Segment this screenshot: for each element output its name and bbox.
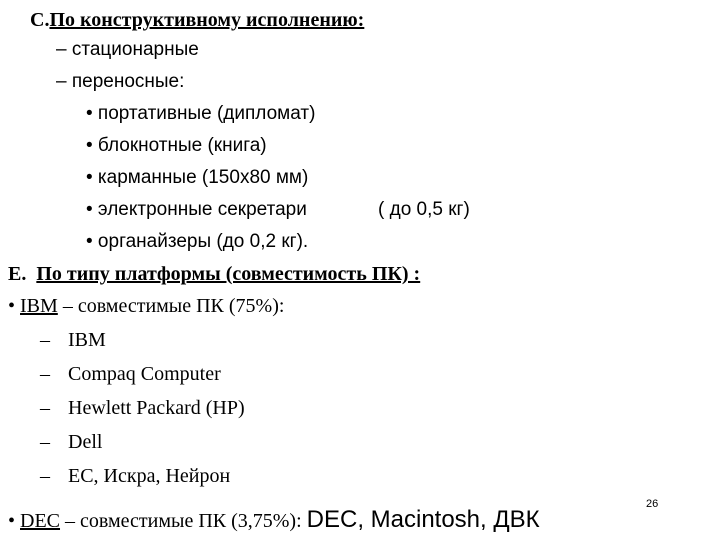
subitem-notebook: • блокнотные (книга) (86, 135, 267, 156)
section-e-title: По типу платформы (совместимость ПК) : (36, 263, 421, 285)
ibm-rest: – совместимые ПК (75%): (57, 295, 285, 317)
section-c-title: По конструктивному исполнению: (49, 9, 365, 31)
ibm-list-item (40, 464, 231, 488)
dash: – (40, 397, 50, 419)
manufacturer-name: ЕС, Искра, Нейрон (68, 465, 231, 487)
ibm-list-item (40, 362, 221, 386)
list-item-portable: – переносные: (56, 71, 185, 92)
ibm-list-item (40, 430, 103, 454)
subitem-electronic-secretary: • электронные секретари (86, 199, 307, 220)
dec-rest: – совместимые ПК (3,75%): (60, 510, 302, 532)
dec-compatible-item (8, 505, 540, 536)
manufacturer-name: Compaq Computer (68, 363, 221, 385)
dec-abbr: DEC (20, 510, 61, 532)
manufacturer-name: Dell (68, 431, 103, 453)
dec-list: DEC, Macintosh, ДВК (306, 506, 540, 533)
dash: – (40, 363, 50, 385)
ibm-list-item (40, 328, 106, 352)
section-c-letter: С. (30, 9, 50, 31)
subitem-pocket: • карманные (150х80 мм) (86, 167, 309, 188)
weight-note: ( до 0,5 кг) (378, 199, 470, 220)
manufacturer-name: Hewlett Packard (HP) (68, 397, 245, 419)
section-e-letter: E. (8, 263, 27, 285)
dash: – (40, 465, 50, 487)
bullet: • (8, 510, 16, 532)
dash: – (40, 431, 50, 453)
manufacturer-name: IBM (68, 329, 106, 351)
ibm-abbr: IBM (20, 295, 58, 317)
bullet: • (8, 295, 16, 317)
subitem-organizer: • органайзеры (до 0,2 кг). (86, 231, 309, 252)
list-item-stationary: – стационарные (56, 39, 199, 60)
ibm-list-item (40, 396, 245, 420)
section-c-heading (30, 8, 364, 32)
page-number: 26 (646, 498, 659, 510)
dash: – (40, 329, 50, 351)
ibm-compatible-item (8, 294, 284, 318)
subitem-portable-diplomat: • портативные (дипломат) (86, 103, 316, 124)
section-e-heading (8, 262, 420, 286)
